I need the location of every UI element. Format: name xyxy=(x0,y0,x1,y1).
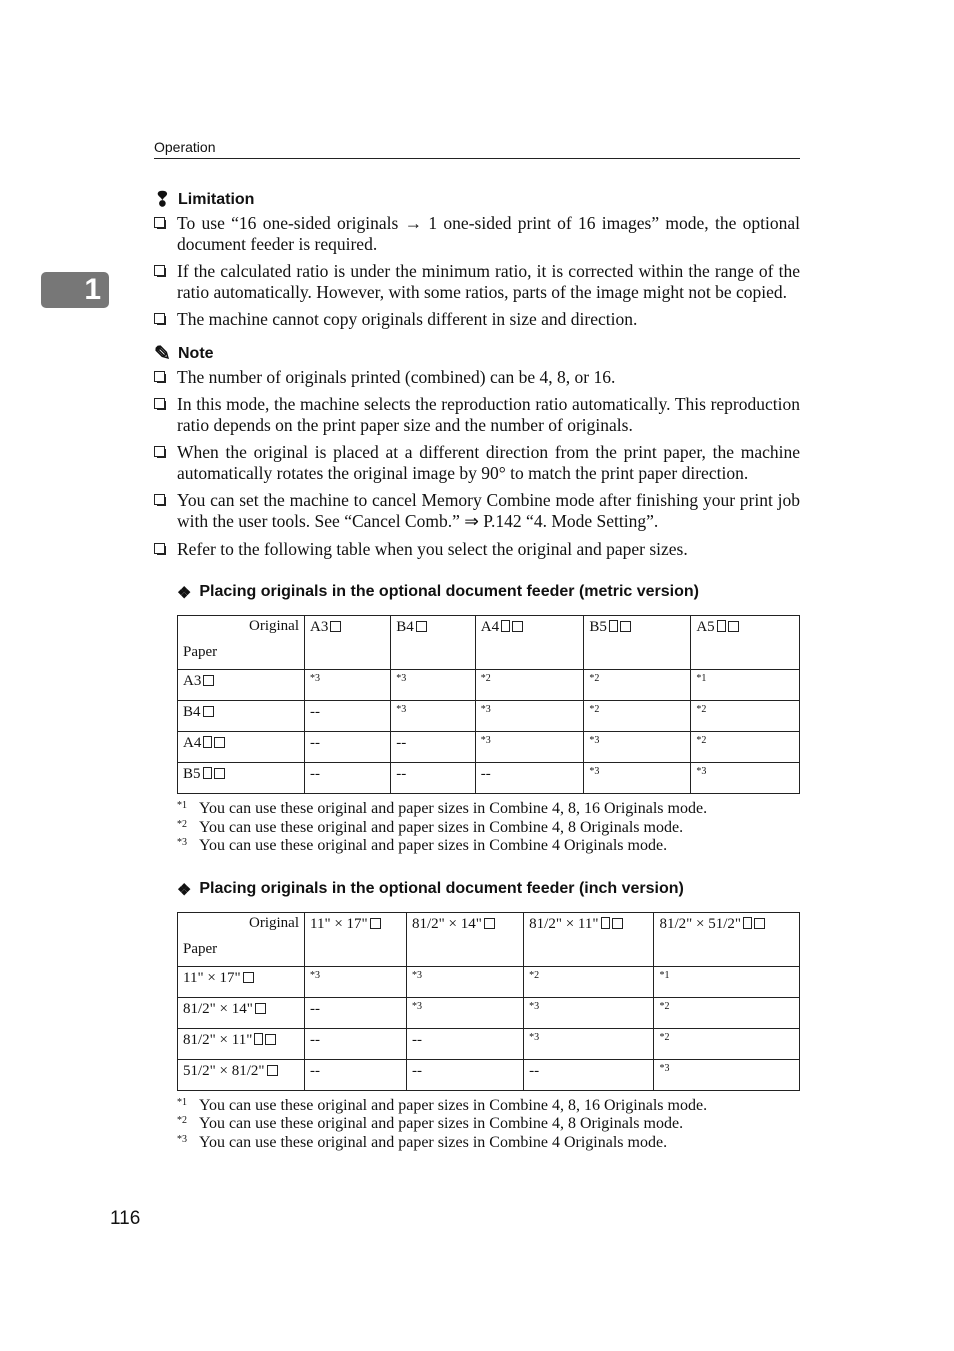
row-header: B4 xyxy=(178,701,305,732)
list-item: In this mode, the machine selects the reproduction ratio automatically. This reproduction ratio depends on the print paper size and the number of originals. xyxy=(154,394,800,436)
table-cell: -- xyxy=(305,997,407,1028)
footnote: *3 You can use these original and paper sizes in Combine 4 Originals mode. xyxy=(177,1133,668,1151)
footnote: *2 You can use these original and paper sizes in Combine 4, 8 Originals mode. xyxy=(177,1115,684,1133)
landscape-icon xyxy=(620,621,631,632)
inch-footnotes xyxy=(177,1097,800,1153)
table-corner: Original Paper xyxy=(178,616,305,670)
table-cell: *3 xyxy=(391,701,476,732)
note-title: Note xyxy=(178,344,214,362)
metric-table-heading xyxy=(177,583,800,603)
table-cell: *3 xyxy=(584,763,691,794)
limitation-title: Limitation xyxy=(178,191,255,208)
table-cell: *2 xyxy=(654,1028,800,1059)
checkbox-icon xyxy=(154,217,165,228)
column-header: 11" × 17" xyxy=(305,912,407,966)
table-cell: -- xyxy=(305,701,391,732)
portrait-icon xyxy=(254,1033,263,1045)
landscape-icon xyxy=(612,918,623,929)
table-row xyxy=(178,1059,800,1090)
table-cell: *3 xyxy=(406,997,523,1028)
landscape-icon xyxy=(728,621,739,632)
table-cell: *3 xyxy=(584,732,691,763)
metric-footnotes xyxy=(177,800,800,856)
list-item: You can set the machine to cancel Memory Combine mode after finishing your print job with the user tools. See “Cancel Comb.” ⇒ P.142 “4. Mode Setting”. xyxy=(154,490,800,532)
column-header: A3 xyxy=(305,616,391,670)
landscape-icon xyxy=(370,918,381,929)
column-header: 81/2" × 14" xyxy=(406,912,523,966)
diamond-icon: ❖ xyxy=(177,881,192,899)
table-cell: *2 xyxy=(691,732,800,763)
row-header: 81/2" × 14" xyxy=(178,997,305,1028)
footnote: *2 You can use these original and paper sizes in Combine 4, 8 Originals mode. xyxy=(177,818,684,836)
diamond-icon: ❖ xyxy=(177,585,192,603)
table-cell: *3 xyxy=(524,997,654,1028)
table-cell: *3 xyxy=(654,1059,800,1090)
table-cell: *3 xyxy=(475,732,584,763)
note-list xyxy=(154,367,800,559)
pencil-icon: ✎ xyxy=(154,342,171,365)
table-cell: *2 xyxy=(475,670,584,701)
table-row xyxy=(178,701,800,732)
column-header: 81/2" × 11" xyxy=(524,912,654,966)
metric-table xyxy=(177,615,800,794)
running-header: Operation xyxy=(154,139,216,155)
table-cell: -- xyxy=(391,763,476,794)
table-row xyxy=(178,732,800,763)
landscape-icon xyxy=(484,918,495,929)
column-header: B5 xyxy=(584,616,691,670)
portrait-icon xyxy=(601,917,610,929)
landscape-icon xyxy=(214,737,225,748)
table-cell: *2 xyxy=(584,701,691,732)
column-header: 81/2" × 51/2" xyxy=(654,912,800,966)
chapter-tab: 1 xyxy=(41,272,109,308)
table-cell: *3 xyxy=(305,966,407,997)
limitation-heading xyxy=(154,190,800,210)
header-rule xyxy=(154,158,800,159)
table-cell: *2 xyxy=(584,670,691,701)
portrait-icon xyxy=(203,767,212,779)
checkbox-icon xyxy=(154,543,165,554)
exclamation-icon: ❢ xyxy=(154,189,171,211)
landscape-icon xyxy=(214,768,225,779)
column-header: A4 xyxy=(475,616,584,670)
table-cell: *3 xyxy=(475,701,584,732)
portrait-icon xyxy=(743,917,752,929)
column-header: A5 xyxy=(691,616,800,670)
landscape-icon xyxy=(203,675,214,686)
table-cell: *1 xyxy=(654,966,800,997)
table-row xyxy=(178,670,800,701)
table-cell: -- xyxy=(475,763,584,794)
table-row xyxy=(178,1028,800,1059)
list-item: To use “16 one-sided originals → 1 one-sided print of 16 images” mode, the optional document feeder is required. xyxy=(154,213,800,255)
table-corner: Original Paper xyxy=(178,912,305,966)
row-header: B5 xyxy=(178,763,305,794)
landscape-icon xyxy=(243,972,254,983)
portrait-icon xyxy=(203,736,212,748)
limitation-list xyxy=(154,213,800,330)
table-cell: *3 xyxy=(691,763,800,794)
metric-table-title: Placing originals in the optional document feeder (metric version) xyxy=(199,583,699,601)
table-cell: -- xyxy=(524,1059,654,1090)
landscape-icon xyxy=(203,706,214,717)
landscape-icon xyxy=(265,1034,276,1045)
table-cell: *3 xyxy=(305,670,391,701)
table-cell: *2 xyxy=(654,997,800,1028)
landscape-icon xyxy=(416,621,427,632)
table-cell: *3 xyxy=(391,670,476,701)
table-cell: -- xyxy=(305,763,391,794)
table-cell: *2 xyxy=(691,701,800,732)
table-cell: -- xyxy=(406,1059,523,1090)
landscape-icon xyxy=(330,621,341,632)
list-item: Refer to the following table when you select the original and paper sizes. xyxy=(154,539,800,560)
row-header: 11" × 17" xyxy=(178,966,305,997)
checkbox-icon xyxy=(154,494,165,505)
landscape-icon xyxy=(255,1003,266,1014)
inch-table-title: Placing originals in the optional document feeder (inch version) xyxy=(199,879,684,897)
checkbox-icon xyxy=(154,398,165,409)
table-cell: -- xyxy=(305,732,391,763)
checkbox-icon xyxy=(154,446,165,457)
table-cell: -- xyxy=(305,1059,407,1090)
checkbox-icon xyxy=(154,265,165,276)
table-row xyxy=(178,763,800,794)
footnote: *1 You can use these original and paper sizes in Combine 4, 8, 16 Originals mode. xyxy=(177,1096,708,1114)
page-content xyxy=(154,190,800,1152)
landscape-icon xyxy=(267,1065,278,1076)
portrait-icon xyxy=(609,620,618,632)
row-header: 81/2" × 11" xyxy=(178,1028,305,1059)
checkbox-icon xyxy=(154,371,165,382)
portrait-icon xyxy=(501,620,510,632)
table-cell: -- xyxy=(305,1028,407,1059)
list-item: When the original is placed at a different direction from the print paper, the machine automatically rotates the original image by 90° to match the print paper direction. xyxy=(154,442,800,484)
table-cell: *1 xyxy=(691,670,800,701)
footnote: *3 You can use these original and paper sizes in Combine 4 Originals mode. xyxy=(177,837,668,855)
checkbox-icon xyxy=(154,313,165,324)
landscape-icon xyxy=(512,621,523,632)
note-heading xyxy=(154,344,800,364)
page-number: 116 xyxy=(110,1208,141,1229)
footnote: *1 You can use these original and paper sizes in Combine 4, 8, 16 Originals mode. xyxy=(177,800,708,818)
portrait-icon xyxy=(717,620,726,632)
landscape-icon xyxy=(754,918,765,929)
row-header: A3 xyxy=(178,670,305,701)
list-item: If the calculated ratio is under the minimum ratio, it is corrected within the range of the ratio automatically. However, with some ratios, parts of the image might not be copied. xyxy=(154,261,800,303)
table-cell: -- xyxy=(391,732,476,763)
list-item: The machine cannot copy originals different in size and direction. xyxy=(154,309,800,330)
table-row xyxy=(178,997,800,1028)
table-cell: -- xyxy=(406,1028,523,1059)
inch-table xyxy=(177,912,800,1091)
table-cell: *2 xyxy=(524,966,654,997)
row-header: A4 xyxy=(178,732,305,763)
list-item: The number of originals printed (combined) can be 4, 8, or 16. xyxy=(154,367,800,388)
row-header: 51/2" × 81/2" xyxy=(178,1059,305,1090)
table-cell: *3 xyxy=(406,966,523,997)
inch-table-heading xyxy=(177,880,800,900)
table-row xyxy=(178,966,800,997)
column-header: B4 xyxy=(391,616,476,670)
table-cell: *3 xyxy=(524,1028,654,1059)
